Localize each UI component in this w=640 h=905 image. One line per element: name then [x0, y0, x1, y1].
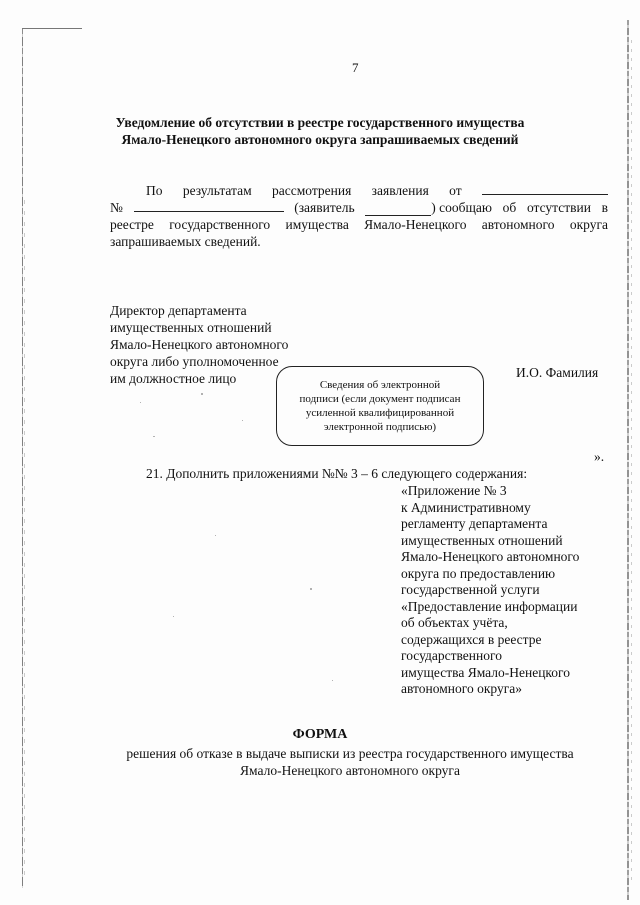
- appendix-line: имущества Ямало-Ненецкого: [401, 664, 571, 680]
- addendum-text: 21. Дополнить приложениями №№ 3 – 6 следующего содержания:: [146, 466, 528, 481]
- appendix-line: содержащихся в реестре: [401, 631, 542, 647]
- appendix-line: имущественных отношений: [401, 532, 563, 548]
- appendix-line: государственной услуги: [401, 582, 540, 597]
- closing-quote: ».: [594, 449, 605, 464]
- director-title: [110, 302, 288, 387]
- form-title: ФОРМА: [292, 727, 348, 742]
- appendix-line: округа по предоставлению: [401, 565, 556, 581]
- scan-edge-left-shadow: [24, 200, 25, 880]
- appendix-line: «Приложение № 3: [401, 483, 507, 498]
- notice-body-line-3: реестре государственного имущества Ямало-Ненецкого автономного округа: [110, 217, 608, 232]
- signer-name: И.О. Фамилия: [516, 365, 599, 380]
- scan-speck: [173, 616, 174, 617]
- appendix-line: регламенту департамента: [401, 516, 548, 531]
- scan-speck: [332, 680, 333, 681]
- scan-speck: [201, 393, 203, 395]
- scan-speck: [242, 420, 243, 421]
- director-line: имущественных отношений: [110, 320, 272, 335]
- number-blank: [134, 199, 284, 212]
- appendix-line: государственного: [401, 648, 502, 663]
- notice-title: [100, 114, 540, 148]
- form-subtitle-line-2: Ямало-Ненецкого автономного округа: [240, 763, 460, 778]
- appendix-line: к Административному: [401, 499, 531, 515]
- scan-speck: [153, 436, 155, 437]
- appendix-line: об объектах учёта,: [401, 615, 508, 630]
- scan-edge-right: [627, 20, 629, 900]
- notice-title-line-1: Уведомление об отсутствии в реестре государственного имущества: [115, 115, 525, 130]
- page-number: 7: [352, 60, 359, 75]
- scan-edge-right-shadow: [631, 40, 632, 880]
- scan-edge-top: [22, 28, 82, 29]
- applicant-blank: [365, 203, 431, 216]
- director-line: округа либо уполномоченное: [110, 354, 279, 369]
- notice-body-line-4: запрашиваемых сведений.: [110, 234, 261, 249]
- director-line: им должностное лицо: [110, 371, 237, 386]
- notice-title-line-2: Ямало-Ненецкого автономного округа запрашиваемых сведений: [121, 132, 519, 147]
- scan-speck: [310, 588, 312, 590]
- scan-edge-left: [22, 28, 23, 888]
- notice-body-line-2: № (заявитель ) сообщаю об отсутствии в: [110, 200, 608, 215]
- date-blank: [482, 182, 608, 195]
- director-line: Директор департамента: [110, 303, 247, 318]
- form-subtitle-line-1: решения об отказе в выдаче выписки из реестра государственного имущества: [126, 746, 574, 761]
- electronic-signature-stamp: Сведения об электронной подписи (если документ подписан усиленной квалифицированной электронной подписью): [276, 366, 484, 446]
- scan-speck: [140, 402, 141, 403]
- notice-body-line-1: По результатам рассмотрения заявления от: [146, 182, 608, 199]
- scan-speck: [215, 535, 216, 536]
- appendix-header: [401, 483, 579, 698]
- appendix-line: Ямало-Ненецкого автономного: [401, 549, 580, 564]
- appendix-line: автономного округа»: [401, 681, 522, 696]
- director-line: Ямало-Ненецкого автономного: [110, 337, 289, 352]
- appendix-line: «Предоставление информации: [401, 598, 578, 614]
